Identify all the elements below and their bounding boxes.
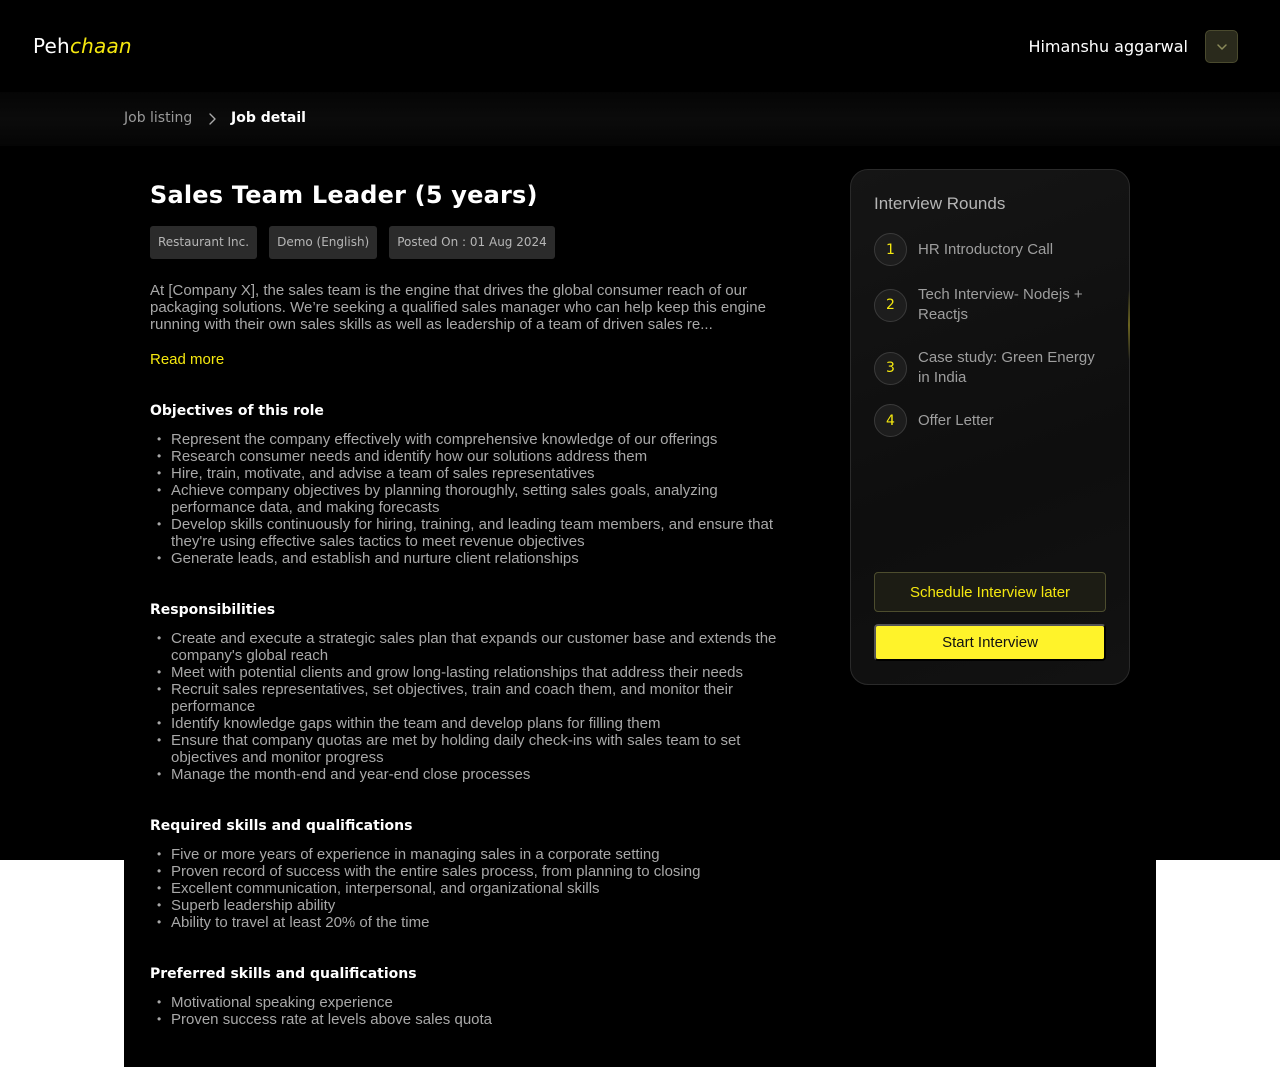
section-title-objectives: Objectives of this role	[150, 403, 324, 419]
start-interview-button[interactable]: Start Interview	[874, 624, 1106, 661]
list-item: • Excellent communication, interpersonal, and organizational skills	[150, 880, 790, 897]
job-tags	[150, 226, 790, 259]
list-item: • Hire, train, motivate, and advise a team of sales representatives	[150, 465, 790, 482]
language-tag: Demo (English)	[269, 226, 377, 259]
interview-rounds-card	[850, 169, 1130, 685]
read-more-link[interactable]: Read more	[150, 351, 225, 368]
preferred-skills-list	[150, 994, 790, 1028]
list-item: • Generate leads, and establish and nurture client relationships	[150, 550, 790, 567]
round-item	[874, 285, 1108, 325]
app-logo[interactable]	[33, 34, 132, 58]
logo-accent-text: chaan	[69, 34, 132, 58]
responsibilities-list	[150, 630, 790, 783]
job-description: At [Company X], the sales team is the engine that drives the global consumer reach of our packaging solutions. We’re seeking a qualified sales manager who can help keep this engine running with their own sales skills as well as leadership of a team of driven sales re...	[150, 282, 766, 333]
round-label: Offer Letter	[918, 411, 994, 429]
section-title-preferred-skills: Preferred skills and qualifications	[150, 966, 417, 982]
round-label: Case study: Green Energy in India	[918, 349, 1095, 386]
list-item: • Develop skills continuously for hiring, training, and leading team members, and ensure that they're using effective sales tactics to meet revenue objectives	[150, 516, 790, 550]
list-item: • Proven record of success with the entire sales process, from planning to closing	[150, 863, 790, 880]
list-item: • Meet with potential clients and grow long-lasting relationships that address their needs	[150, 664, 790, 681]
user-name[interactable]: Himanshu aggarwal	[1028, 37, 1188, 56]
section-title-responsibilities: Responsibilities	[150, 602, 276, 618]
list-item: • Represent the company effectively with comprehensive knowledge of our offerings	[150, 431, 790, 448]
list-item: • Recruit sales representatives, set objectives, train and coach them, and monitor their performance	[150, 681, 790, 715]
schedule-interview-later-button[interactable]: Schedule Interview later	[874, 572, 1106, 612]
list-item: • Manage the month-end and year-end close processes	[150, 766, 790, 783]
list-item: • Identify knowledge gaps within the team and develop plans for filling them	[150, 715, 790, 732]
list-item: • Achieve company objectives by planning thoroughly, setting sales goals, analyzing performance data, and making forecasts	[150, 482, 790, 516]
round-number: 1	[874, 233, 907, 266]
breadcrumb-item-job-detail: Job detail	[231, 110, 306, 126]
chevron-right-icon	[207, 112, 219, 126]
list-item: • Five or more years of experience in managing sales in a corporate setting	[150, 846, 790, 863]
job-detail	[150, 178, 790, 1028]
round-number: 3	[874, 352, 907, 385]
list-item: • Superb leadership ability	[150, 897, 790, 914]
card-title: Interview Rounds	[874, 194, 1006, 213]
round-item	[874, 348, 1108, 388]
user-menu-button[interactable]	[1205, 30, 1238, 63]
list-item: • Proven success rate at levels above sales quota	[150, 1011, 790, 1028]
round-label: Tech Interview- Nodejs + Reactjs	[918, 286, 1083, 323]
list-item: • Ensure that company quotas are met by holding daily check-ins with sales team to set objectives and monitor progress	[150, 732, 790, 766]
list-item: • Create and execute a strategic sales plan that expands our customer base and extends the company's global reach	[150, 630, 790, 664]
round-item	[874, 404, 1108, 437]
round-item	[874, 233, 1108, 266]
breadcrumb-item-job-listing[interactable]: Job listing	[124, 110, 193, 126]
section-title-required-skills: Required skills and qualifications	[150, 818, 413, 834]
page-title: Sales Team Leader (5 years)	[150, 181, 538, 209]
company-tag: Restaurant Inc.	[150, 226, 257, 259]
required-skills-list	[150, 846, 790, 931]
objectives-list	[150, 431, 790, 567]
list-item: • Ability to travel at least 20% of the time	[150, 914, 790, 931]
round-label: HR Introductory Call	[918, 240, 1054, 258]
posted-date-tag: Posted On : 01 Aug 2024	[389, 226, 555, 259]
round-number: 2	[874, 289, 907, 322]
logo-text: Peh	[33, 34, 70, 58]
list-item: • Research consumer needs and identify how our solutions address them	[150, 448, 790, 465]
card-edge-highlight	[1128, 290, 1130, 360]
list-item: • Motivational speaking experience	[150, 994, 790, 1011]
round-number: 4	[874, 404, 907, 437]
chevron-down-icon	[1216, 41, 1228, 53]
